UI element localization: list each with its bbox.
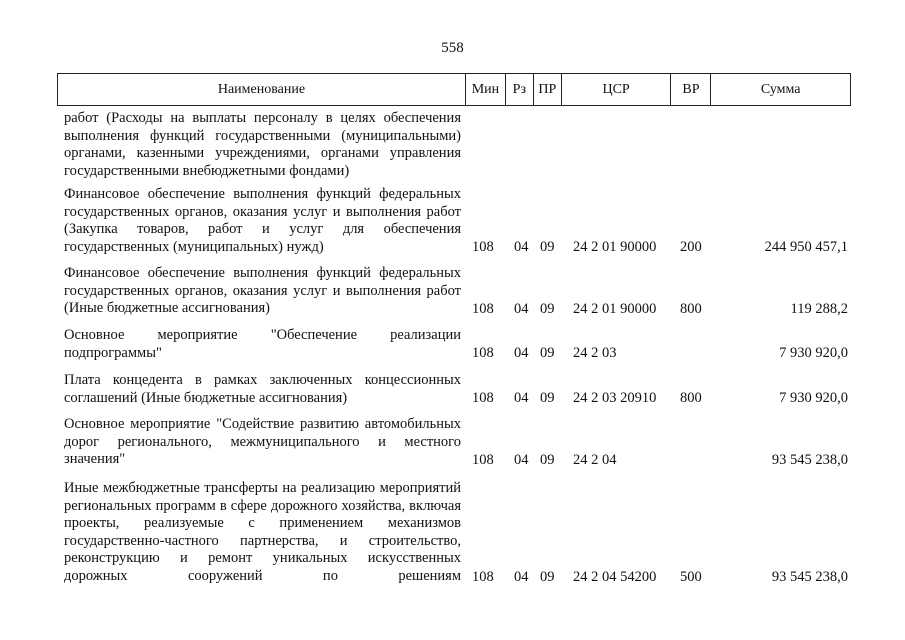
header-min: Мин xyxy=(466,74,506,105)
header-csr: ЦСР xyxy=(562,74,672,105)
table-row xyxy=(64,480,854,586)
row-description: работ (Расходы на выплаты персоналу в целях обеспечения выполнения функций государственными (муниципальными) органами, казенными учреждениями, органами управления государственными внебюджетными фондами) xyxy=(64,110,461,179)
row-sum: 7 930 920,0 xyxy=(779,389,848,406)
row-rz: 04 xyxy=(514,568,529,585)
row-sum: 244 950 457,1 xyxy=(764,238,848,255)
row-csr: 24 2 04 xyxy=(573,451,617,468)
row-csr: 24 2 03 xyxy=(573,344,617,361)
header-vr: ВР xyxy=(671,74,711,105)
row-pr: 09 xyxy=(540,451,555,468)
row-description: Финансовое обеспечение выполнения функций федеральных государственных органов, оказания услуг и выполнения работ (Иные бюджетные ассигнования) xyxy=(64,265,461,316)
table-header xyxy=(57,73,851,106)
header-sum: Сумма xyxy=(760,81,801,97)
row-description: Иные межбюджетные трансферты на реализацию мероприятий региональных программ в сфере дорожного хозяйства, включая проекты, реализуемые с применением механизмов государственно-частного партнерства, и строительство, реконструкцию и ремонт уникальных искусственных дорожных сооружений по решениям xyxy=(64,480,461,584)
row-description: Финансовое обеспечение выполнения функций федеральных государственных органов, оказания услуг и выполнения работ (Закупка товаров, работ и услуг для обеспечения государственных (муниципальных) нужд) xyxy=(64,186,461,255)
table-row xyxy=(64,265,854,318)
row-pr: 09 xyxy=(540,389,555,406)
row-sum: 93 545 238,0 xyxy=(771,451,848,468)
row-rz: 04 xyxy=(514,238,529,255)
row-sum: 93 545 238,0 xyxy=(771,568,848,585)
row-pr: 09 xyxy=(540,238,555,255)
row-min: 108 xyxy=(472,300,494,317)
row-vr: 800 xyxy=(680,300,702,317)
row-rz: 04 xyxy=(514,389,529,406)
row-min: 108 xyxy=(472,389,494,406)
row-csr: 24 2 01 90000 xyxy=(573,300,657,317)
row-vr: 800 xyxy=(680,389,702,406)
header-rz: Рз xyxy=(506,74,534,105)
row-min: 108 xyxy=(472,568,494,585)
table-row xyxy=(64,416,854,469)
table-row xyxy=(64,186,854,256)
row-description: Плата концедента в рамках заключенных концессионных соглашений (Иные бюджетные ассигнования) xyxy=(64,372,461,406)
row-min: 108 xyxy=(472,238,494,255)
header-name: Наименование xyxy=(58,74,466,105)
row-min: 108 xyxy=(472,451,494,468)
row-vr: 500 xyxy=(680,568,702,585)
row-csr: 24 2 01 90000 xyxy=(573,238,657,255)
row-csr: 24 2 03 20910 xyxy=(573,389,657,406)
header-pr: ПР xyxy=(534,74,562,105)
row-pr: 09 xyxy=(540,568,555,585)
table-row xyxy=(64,327,854,362)
row-csr: 24 2 04 54200 xyxy=(573,568,657,585)
row-sum: 7 930 920,0 xyxy=(779,344,848,361)
row-vr: 200 xyxy=(680,238,702,255)
table-row xyxy=(64,372,854,407)
table-row xyxy=(64,110,854,180)
row-description: Основное мероприятие "Содействие развитию автомобильных дорог регионального, межмуниципального и местного значения" xyxy=(64,416,461,467)
row-min: 108 xyxy=(472,344,494,361)
row-description: Основное мероприятие "Обеспечение реализации подпрограммы" xyxy=(64,327,461,361)
row-pr: 09 xyxy=(540,344,555,361)
row-rz: 04 xyxy=(514,344,529,361)
page-number: 558 xyxy=(441,40,464,56)
row-rz: 04 xyxy=(514,300,529,317)
row-rz: 04 xyxy=(514,451,529,468)
row-pr: 09 xyxy=(540,300,555,317)
row-sum: 119 288,2 xyxy=(790,300,848,317)
